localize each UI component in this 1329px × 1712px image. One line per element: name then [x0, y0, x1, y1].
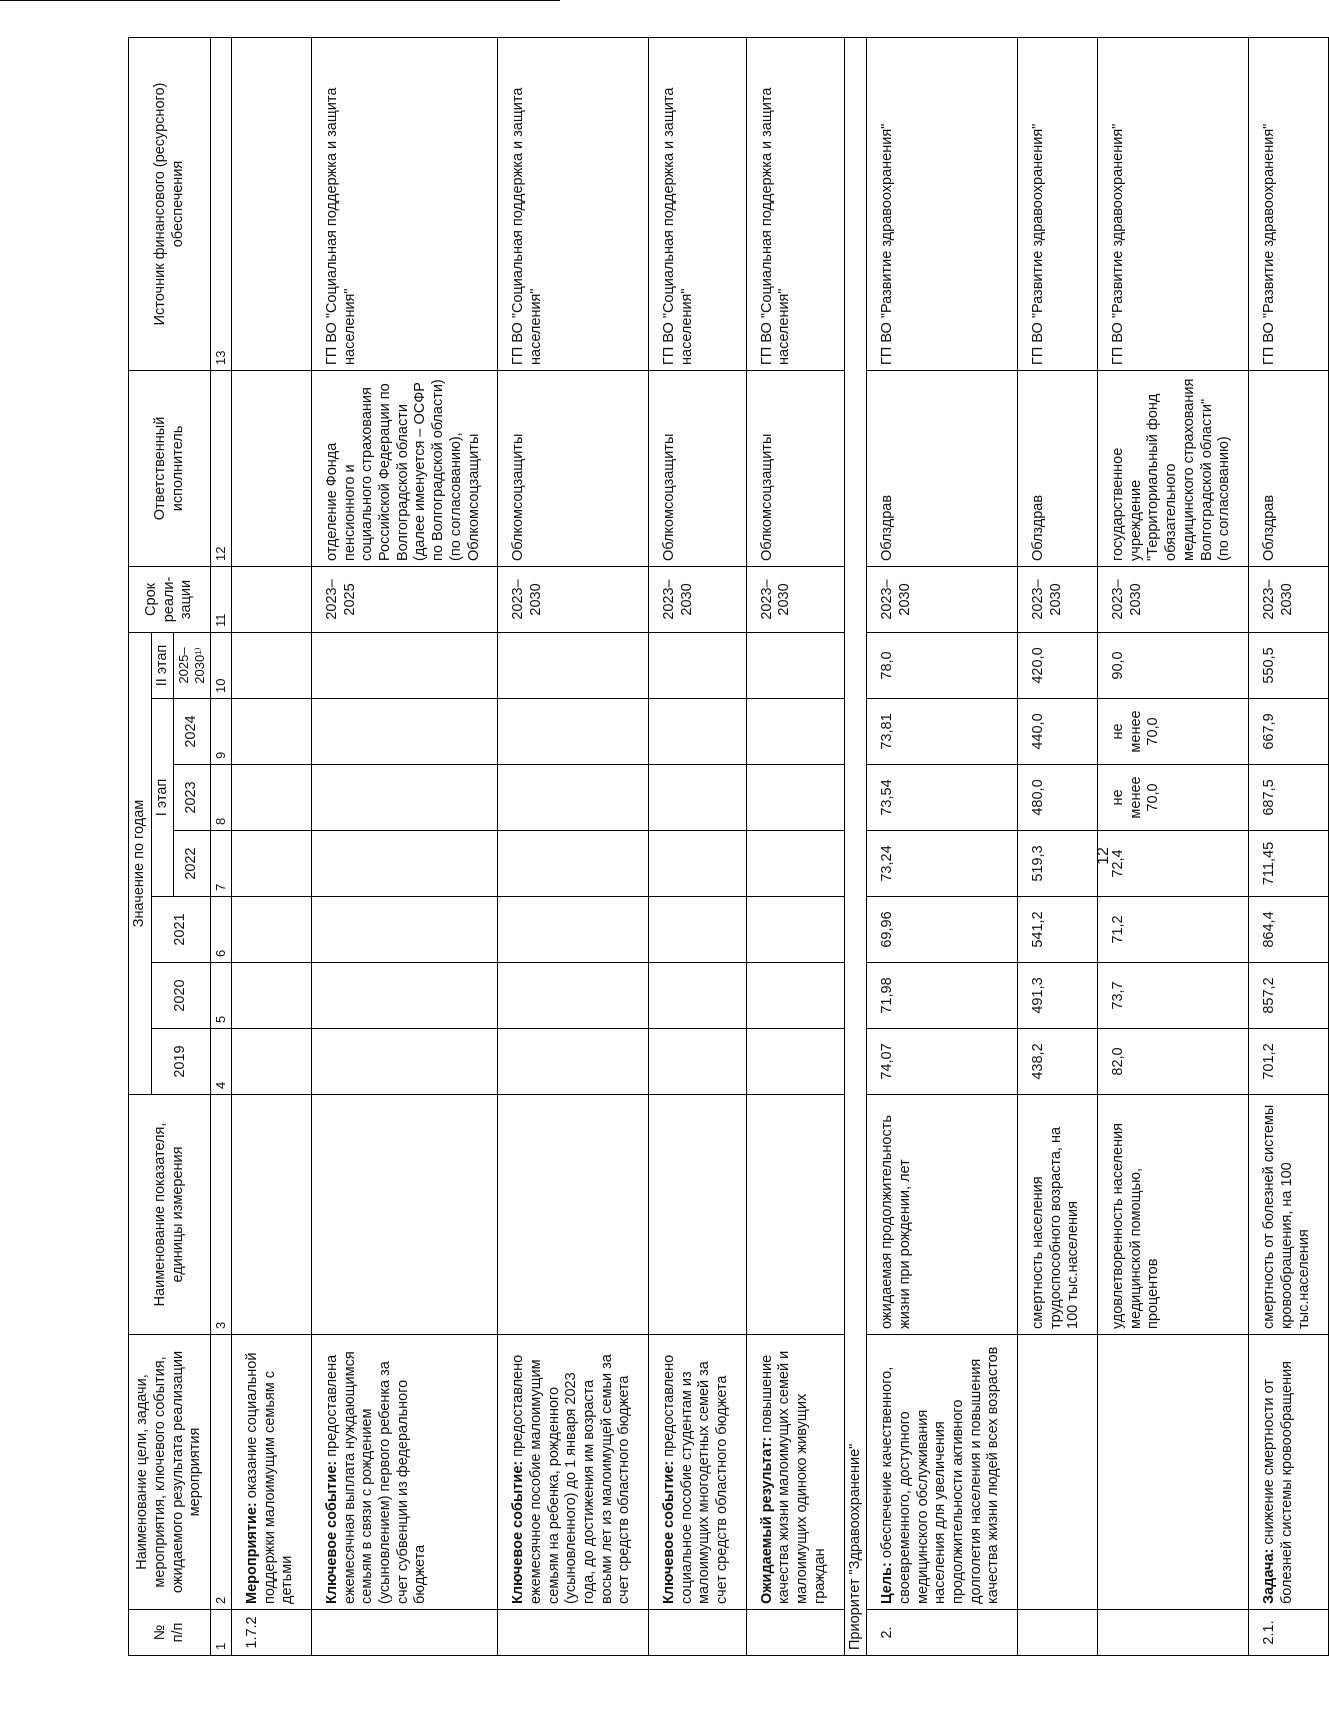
goal-text [649, 1335, 747, 1610]
value-v2023 [498, 765, 649, 831]
indicator-name [649, 1095, 747, 1335]
executor: Облздрав [1248, 370, 1328, 566]
value-v2023: не менее 70,0 [1098, 765, 1249, 831]
value-v2020: 857,2 [1248, 963, 1328, 1029]
indicator-name [746, 1095, 844, 1335]
funding-source: ГП ВО "Развитие здравоохранения" [1248, 37, 1328, 370]
priority-title: Приоритет "Здравоохранение" [844, 37, 867, 1655]
goal-description: повышение качества жизни малоимущих семей и малоимущих одиноко живущих граждан [758, 1350, 828, 1604]
column-number: 4 [211, 1029, 232, 1095]
value-v2024 [649, 699, 747, 765]
table-header [129, 37, 232, 1655]
value-v2021 [649, 897, 747, 963]
header-stage-1: I этап [151, 699, 174, 897]
column-number: 9 [211, 699, 232, 765]
value-v2021 [498, 897, 649, 963]
column-number: 1 [211, 1610, 232, 1656]
value-v2025: 550,5 [1248, 632, 1328, 698]
value-v2020 [231, 963, 311, 1029]
header-indicator: Наименование показателя, единицы измерения [129, 1095, 211, 1335]
value-v2021 [746, 897, 844, 963]
value-v2021: 71,2 [1098, 897, 1249, 963]
goal-text [746, 1335, 844, 1610]
goal-keyword: Ключевое событие: [324, 1460, 341, 1604]
value-v2022 [231, 831, 311, 897]
indicator-name: удовлетворенность населения медицинской помощью, процентов [1098, 1095, 1249, 1335]
goal-keyword: Мероприятие: [243, 1502, 260, 1604]
value-v2023: 73,54 [867, 765, 1018, 831]
column-number: 11 [211, 566, 232, 632]
goal-keyword: Задача: [1260, 1548, 1277, 1604]
value-v2024: не менее 70,0 [1098, 699, 1249, 765]
header-year-2022: 2022 [174, 831, 211, 897]
value-v2022: 519,3 [1018, 831, 1098, 897]
value-v2020 [746, 963, 844, 1029]
indicator-name: смертность от болезней системы кровообращения, на 100 тыс.населения [1248, 1095, 1328, 1335]
header-number: № п/п [129, 1610, 211, 1656]
value-v2022 [746, 831, 844, 897]
goal-description: оказание социальной поддержки малоимущим семьям с детьми [243, 1352, 296, 1604]
header-values-by-year: Значение по годам [129, 632, 152, 1094]
value-v2019 [231, 1029, 311, 1095]
goal-keyword: Ключевое событие: [661, 1460, 678, 1604]
goal-text [867, 1335, 1018, 1610]
table-body [231, 37, 1328, 1655]
header-goal: Наименование цели, задачи, мероприятия, ключевого события, ожидаемого результата реализации мероприятия [129, 1335, 211, 1610]
goal-keyword: Ключевое событие: [510, 1460, 527, 1604]
value-v2025 [498, 632, 649, 698]
funding-source: ГП ВО "Социальная поддержка и защита населения" [746, 37, 844, 370]
row-number [746, 1610, 844, 1656]
value-v2022: 711,45 [1248, 831, 1328, 897]
value-v2019 [312, 1029, 498, 1095]
column-number: 10 [211, 632, 232, 698]
table-row [746, 37, 844, 1655]
header-year-2023: 2023 [174, 765, 211, 831]
indicator-name: ожидаемая продолжительность жизни при рождении, лет [867, 1095, 1018, 1335]
value-v2019 [649, 1029, 747, 1095]
goal-keyword: Ожидаемый результат: [758, 1436, 775, 1604]
value-v2022: 73,24 [867, 831, 1018, 897]
value-v2023 [746, 765, 844, 831]
value-v2021: 69,96 [867, 897, 1018, 963]
table-row [1098, 37, 1249, 1655]
table-row [231, 37, 311, 1655]
indicator-name [312, 1095, 498, 1335]
header-stage-2: II этап [151, 632, 174, 698]
value-v2022 [649, 831, 747, 897]
header-year-2021: 2021 [151, 897, 210, 963]
funding-source: ГП ВО "Развитие здравоохранения" [1098, 37, 1249, 370]
goal-description: предоставлено социальное пособие студентам из малоимущих многодетных семей за счет средств областного бюджета [661, 1354, 731, 1604]
term: 2023– 2030 [1018, 566, 1098, 632]
row-number: 1.7.2 [231, 1610, 311, 1656]
priority-row [844, 37, 867, 1655]
value-v2019 [498, 1029, 649, 1095]
term: 2023– 2030 [1248, 566, 1328, 632]
funding-source [231, 37, 311, 370]
funding-source: ГП ВО "Развитие здравоохранения" [1018, 37, 1098, 370]
value-v2025 [312, 632, 498, 698]
goal-description: снижение смертности от болезней системы кровообращения [1260, 1360, 1295, 1604]
table-row [649, 37, 747, 1655]
value-v2020: 73,7 [1098, 963, 1249, 1029]
value-v2023: 480,0 [1018, 765, 1098, 831]
term: 2023– 2030 [1098, 566, 1249, 632]
value-v2019: 438,2 [1018, 1029, 1098, 1095]
funding-source: ГП ВО "Развитие здравоохранения" [867, 37, 1018, 370]
value-v2025: 78,0 [867, 632, 1018, 698]
term: 2023– 2030 [649, 566, 747, 632]
value-v2023 [231, 765, 311, 831]
goal-text [231, 1335, 311, 1610]
header-year-2019: 2019 [151, 1029, 210, 1095]
goal-description: предоставлена ежемесячная выплата нуждающимся семьям в связи с рождением (усыновлением) первого ребенка за счет субвенции из федерального бюджета [324, 1351, 429, 1604]
value-v2022: 72,4 [1098, 831, 1249, 897]
executor: Облкомсоцзащиты [649, 370, 747, 566]
value-v2020: 491,3 [1018, 963, 1098, 1029]
value-v2025 [649, 632, 747, 698]
header-year-2020: 2020 [151, 963, 210, 1029]
term: 2023– 2025 [312, 566, 498, 632]
column-numbers-row [211, 37, 232, 1655]
funding-source: ГП ВО "Социальная поддержка и защита населения" [498, 37, 649, 370]
value-v2021: 541,2 [1018, 897, 1098, 963]
page-number: 12 [1095, 847, 1112, 865]
value-v2024 [231, 699, 311, 765]
column-number: 6 [211, 897, 232, 963]
goal-description: предоставлено ежемесячное пособие малоимущим семьям на ребенка, рожденного (усыновленного) до 1 января 2023 года, до достижения им возраста восьми лет из малоимущей семьи за счет средств областного бюджета [510, 1354, 633, 1604]
column-number: 5 [211, 963, 232, 1029]
executor: Облкомсоцзащиты [746, 370, 844, 566]
column-number: 3 [211, 1095, 232, 1335]
table-row [1018, 37, 1098, 1655]
value-v2024: 440,0 [1018, 699, 1098, 765]
value-v2023 [312, 765, 498, 831]
value-v2025: 420,0 [1018, 632, 1098, 698]
row-number [1098, 1610, 1249, 1656]
column-number: 12 [211, 370, 232, 566]
value-v2024: 667,9 [1248, 699, 1328, 765]
table-row [1248, 37, 1328, 1655]
value-v2023: 687,5 [1248, 765, 1328, 831]
value-v2022 [312, 831, 498, 897]
column-number: 7 [211, 831, 232, 897]
goal-description: обеспечение качественного, своевременного, доступного медицинского обслуживания населения для увеличения продолжительности активного долголетия населения и повышения качества жизни людей всех возрастов [879, 1346, 1002, 1604]
header-executor: Ответственный исполнитель [129, 370, 211, 566]
funding-source: ГП ВО "Социальная поддержка и защита населения" [312, 37, 498, 370]
value-v2024: 73,81 [867, 699, 1018, 765]
value-v2020: 71,98 [867, 963, 1018, 1029]
column-number: 2 [211, 1335, 232, 1610]
goal-keyword: Цель: [879, 1562, 896, 1604]
value-v2019: 701,2 [1248, 1029, 1328, 1095]
value-v2019 [746, 1029, 844, 1095]
term [231, 566, 311, 632]
row-number: 2.1. [1248, 1610, 1328, 1656]
term: 2023– 2030 [867, 566, 1018, 632]
executor: Облкомсоцзащиты [498, 370, 649, 566]
term: 2023– 2030 [498, 566, 649, 632]
goal-text [312, 1335, 498, 1610]
value-v2019: 74,07 [867, 1029, 1018, 1095]
indicator-name [498, 1095, 649, 1335]
row-number: 2. [867, 1610, 1018, 1656]
header-term: Срок реали- зации [129, 566, 211, 632]
indicator-name: смертность населения трудоспособного возраста, на 100 тыс.населения [1018, 1095, 1098, 1335]
indicator-name [231, 1095, 311, 1335]
value-v2024 [498, 699, 649, 765]
value-v2021 [312, 897, 498, 963]
value-v2025 [231, 632, 311, 698]
table-row [867, 37, 1018, 1655]
goal-text [1018, 1335, 1098, 1610]
table-row [312, 37, 498, 1655]
value-v2020 [498, 963, 649, 1029]
row-number [1018, 1610, 1098, 1656]
value-v2024 [312, 699, 498, 765]
value-v2025: 90,0 [1098, 632, 1249, 698]
funding-source: ГП ВО "Социальная поддержка и защита населения" [649, 37, 747, 370]
executor [231, 370, 311, 566]
executor: отделение Фонда пенсионного и социального страхования Российской Федерации по Волгоградской области (далее именуется – ОСФР по Волгоградской области) (по согласованию), Облкомсоцзащиты [312, 370, 498, 566]
executor: Облздрав [1018, 370, 1098, 566]
executor: Облздрав [867, 370, 1018, 566]
executor: государственное учреждение "Территориальный фонд обязательного медицинского страхования Волгоградской области" (по согласованию) [1098, 370, 1249, 566]
value-v2020 [312, 963, 498, 1029]
table-row [498, 37, 649, 1655]
goal-text [498, 1335, 649, 1610]
value-v2019: 82,0 [1098, 1029, 1249, 1095]
value-v2021 [231, 897, 311, 963]
indicators-table [128, 37, 1329, 1656]
value-v2020 [649, 963, 747, 1029]
term: 2023– 2030 [746, 566, 844, 632]
value-v2025 [746, 632, 844, 698]
value-v2022 [498, 831, 649, 897]
header-years-2025-2030: 2025– 2030¹⁾ [174, 632, 211, 698]
value-v2024 [746, 699, 844, 765]
value-v2021: 864,4 [1248, 897, 1328, 963]
column-number: 13 [211, 37, 232, 370]
column-number: 8 [211, 765, 232, 831]
header-year-2024: 2024 [174, 699, 211, 765]
row-number [649, 1610, 747, 1656]
goal-text [1248, 1335, 1328, 1610]
header-source: Источник финансового (ресурсного) обеспечения [129, 37, 211, 370]
row-number [498, 1610, 649, 1656]
row-number [312, 1610, 498, 1656]
goal-text [1098, 1335, 1249, 1610]
value-v2023 [649, 765, 747, 831]
